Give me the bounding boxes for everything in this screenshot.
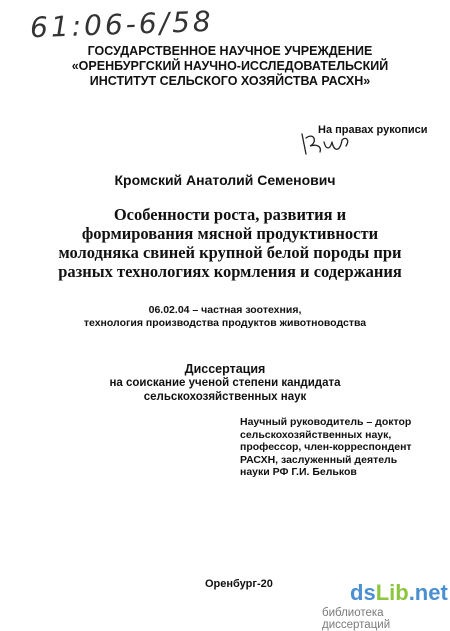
degree-line-1: на соискание ученой степени кандидата <box>109 377 341 389</box>
scientific-advisor-block <box>240 416 440 479</box>
watermark-subtitle: библиотека диссертаций <box>322 607 391 631</box>
logo-lib: Lib <box>375 580 409 605</box>
specialty-line-1: 06.02.04 – частная зоотехния, <box>148 304 302 316</box>
handwritten-archive-code: 61:06-6/58 <box>29 4 215 45</box>
manuscript-rights-note: На правах рукописи <box>318 124 428 136</box>
title-line-4: разных технологиях кормления и содержания <box>58 262 402 281</box>
specialty-block <box>0 304 450 330</box>
institution-line-3: ИНСТИТУТ СЕЛЬСКОГО ХОЗЯЙСТВА РАСХН» <box>89 74 371 88</box>
title-line-3: молодняка свиней крупной белой породы при <box>58 243 402 262</box>
institution-line-1: ГОСУДАРСТВЕННОЕ НАУЧНОЕ УЧРЕЖДЕНИЕ <box>87 44 373 58</box>
logo-ds: ds <box>350 580 376 605</box>
institution-line-2: «ОРЕНБУРГСКИЙ НАУЧНО-ИССЛЕДОВАТЕЛЬСКИЙ <box>71 59 389 73</box>
dissertation-title <box>40 205 420 281</box>
advisor-line-4: РАСХН, заслуженный деятель <box>240 453 398 466</box>
specialty-line-2: технология производства продуктов животноводства <box>83 317 367 329</box>
advisor-line-3: профессор, член-корреспондент <box>240 441 412 453</box>
advisor-line-2: сельскохозяйственных наук, <box>240 428 392 441</box>
dslib-logo <box>350 580 448 606</box>
institution-header <box>40 44 420 89</box>
advisor-line-5: науки РФ Г.И. Бельков <box>240 466 357 478</box>
title-line-1: Особенности роста, развития и <box>113 205 347 224</box>
degree-line-2: сельскохозяйственных наук <box>143 391 307 403</box>
title-line-2: формирования мясной продуктивности <box>81 224 379 243</box>
city-year: Оренбург-20 <box>205 578 273 590</box>
dissertation-label: Диссертация <box>184 362 266 376</box>
logo-net: .net <box>408 580 448 605</box>
advisor-line-1: Научный руководитель – доктор <box>240 416 412 428</box>
author-name: Кромский Анатолий Семенович <box>114 172 336 188</box>
dissertation-degree-block <box>0 362 450 404</box>
